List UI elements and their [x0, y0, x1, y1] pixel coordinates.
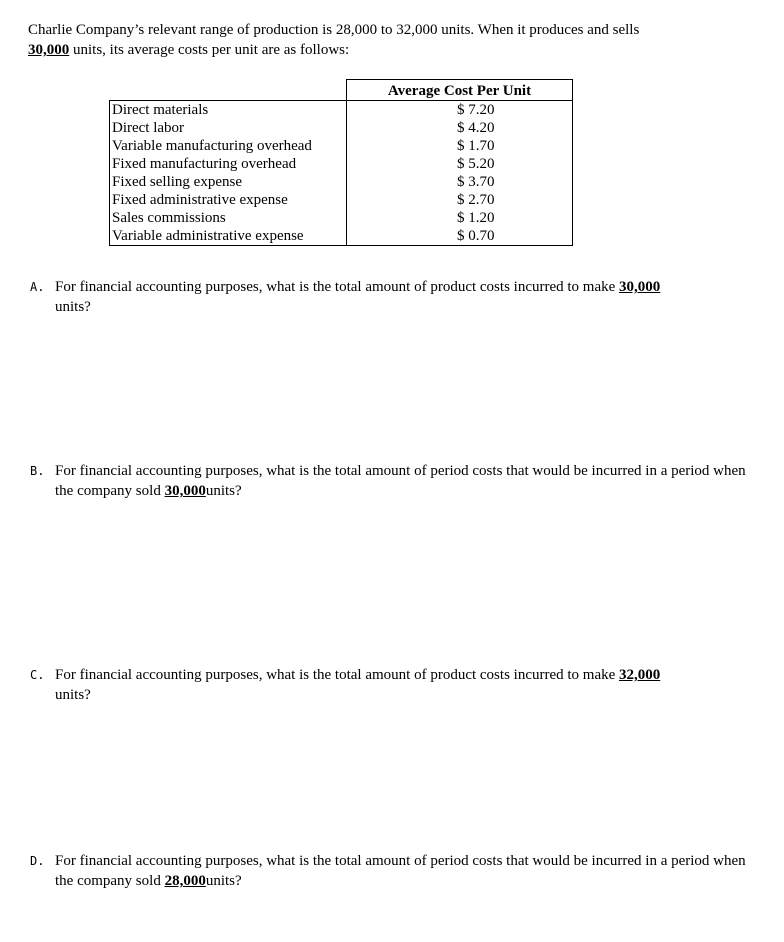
cost-value: $ 7.20	[347, 101, 573, 120]
intro-line-2-rest: units, its average costs per unit are as follows:	[69, 42, 350, 58]
question-text-pre: For financial accounting purposes, what is the total amount of period costs that would be incurred in a period when the company sold	[55, 463, 746, 499]
intro-units: 30,000	[28, 42, 70, 58]
table-row	[110, 155, 573, 173]
question-units: 30,000	[619, 279, 661, 295]
table-row	[110, 191, 573, 209]
question-text-pre: For financial accounting purposes, what is the total amount of product costs incurred to make	[55, 279, 620, 295]
question-text-pre: For financial accounting purposes, what is the total amount of period costs that would be incurred in a period when the company sold	[55, 853, 746, 889]
question-text-post: units?	[205, 483, 242, 499]
cost-value: $ 1.20	[347, 209, 573, 227]
intro-line-2	[28, 40, 768, 60]
cost-value: $ 4.20	[347, 119, 573, 137]
question-letter: D.	[30, 854, 45, 868]
table-row	[110, 137, 573, 155]
question-text-post: units?	[55, 687, 91, 703]
table-header-row	[110, 80, 573, 101]
question-text	[55, 665, 765, 705]
cost-value: $ 5.20	[347, 155, 573, 173]
question-letter: B.	[30, 464, 45, 478]
cost-label: Fixed manufacturing overhead	[110, 155, 347, 173]
question-text	[55, 851, 765, 891]
table-header: Average Cost Per Unit	[347, 80, 573, 101]
question-letter: C.	[30, 668, 45, 682]
question-units: 28,000	[164, 873, 206, 889]
table-row	[110, 227, 573, 246]
question-letter: A.	[30, 280, 45, 294]
cost-label: Direct labor	[110, 119, 347, 137]
question-text-post: units?	[205, 873, 242, 889]
question-a	[30, 277, 765, 317]
question-units: 32,000	[619, 667, 661, 683]
table-header-blank	[110, 80, 347, 101]
table-row	[110, 119, 573, 137]
question-d	[30, 851, 765, 891]
question-b	[30, 461, 765, 501]
question-text-post: units?	[55, 299, 91, 315]
cost-label: Direct materials	[110, 101, 347, 120]
cost-value: $ 1.70	[347, 137, 573, 155]
question-text	[55, 461, 765, 501]
cost-label: Variable manufacturing overhead	[110, 137, 347, 155]
intro-line-1: Charlie Company’s relevant range of production is 28,000 to 32,000 units. When it produces and sells	[28, 22, 640, 38]
table-row	[110, 173, 573, 191]
cost-value: $ 2.70	[347, 191, 573, 209]
cost-label: Sales commissions	[110, 209, 347, 227]
average-cost-table	[109, 79, 573, 246]
cost-label: Fixed selling expense	[110, 173, 347, 191]
question-c	[30, 665, 765, 705]
table-row	[110, 101, 573, 120]
cost-value: $ 0.70	[347, 227, 573, 246]
question-text	[55, 277, 765, 317]
cost-label: Variable administrative expense	[110, 227, 347, 246]
table-row	[110, 209, 573, 227]
question-units: 30,000	[164, 483, 206, 499]
intro-paragraph	[28, 20, 768, 60]
question-text-pre: For financial accounting purposes, what is the total amount of product costs incurred to make	[55, 667, 620, 683]
cost-value: $ 3.70	[347, 173, 573, 191]
cost-label: Fixed administrative expense	[110, 191, 347, 209]
